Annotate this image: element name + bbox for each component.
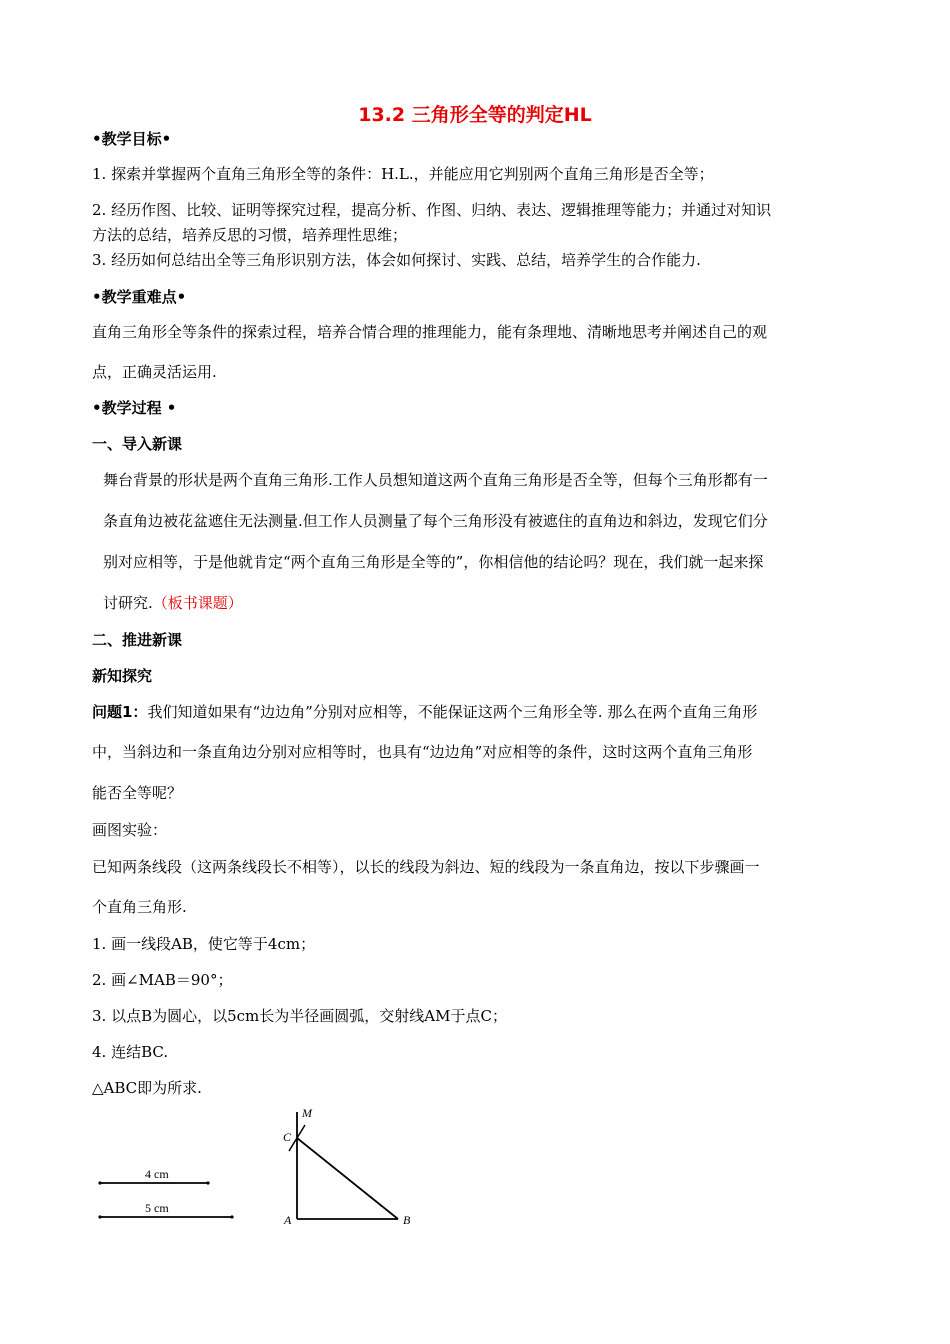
question-1-label: 问题1： <box>92 703 148 721</box>
experiment-label: 画图实验： <box>92 821 168 839</box>
key-line-1: 直角三角形全等条件的探索过程，培养合情合理的推理能力，能有条理地、清晰地思考并阐述自己的观 <box>92 323 768 341</box>
part1-line-3: 别对应相等，于是他就肯定“两个直角三角形是全等的”，你相信他的结论吗？现在，我们就一起来探 <box>103 553 764 571</box>
key-heading: •教学重难点• <box>92 288 187 306</box>
question-1-text: 我们知道如果有“边边角”分别对应相等，不能保证这两个三角形全等. 那么在两个直角三角形 <box>147 703 758 721</box>
key-line-2: 点，正确灵活运用. <box>92 363 217 381</box>
goal-2: 2. 经历作图、比较、证明等探究过程，提高分析、作图、归纳、表达、逻辑推理等能力；并通过对知识 <box>92 201 772 219</box>
step-4: 4. 连结BC. <box>92 1043 169 1061</box>
process-heading: •教学过程 • <box>92 399 177 417</box>
part1-last: 讨研究. <box>103 594 153 612</box>
blackboard-note: （板书课题） <box>152 594 243 612</box>
point-c-label: C <box>283 1130 292 1144</box>
part2-heading: 二、推进新课 <box>92 631 183 649</box>
step-1: 1. 画一线段AB，使它等于4cm； <box>92 935 316 953</box>
goal-3: 3. 经历如何总结出全等三角形识别方法，体会如何探讨、实践、总结，培养学生的合作能力. <box>92 251 701 269</box>
segment-5cm-label: 5 cm <box>145 1201 169 1215</box>
goal-2-cont: 方法的总结，培养反思的习惯，培养理性思维； <box>92 226 408 244</box>
part1-heading: 一、导入新课 <box>92 435 183 453</box>
point-b-label: B <box>403 1213 411 1227</box>
goals-heading: •教学目标• <box>92 130 172 148</box>
step-2: 2. 画∠MAB＝90°； <box>92 971 233 989</box>
step-3: 3. 以点B为圆心，以5cm长为半径画圆弧，交射线AM于点C； <box>92 1007 507 1025</box>
segment-4cm-label: 4 cm <box>145 1167 169 1181</box>
part1-line-2: 条直角边被花盆遮住无法测量.但工作人员测量了每个三角形没有被遮住的直角边和斜边，发现它们分 <box>103 512 768 530</box>
page-title: 13.2 三角形全等的判定HL <box>358 104 592 126</box>
explore-heading: 新知探究 <box>92 667 153 685</box>
experiment-line-2: 个直角三角形. <box>92 898 187 916</box>
conclusion: △ABC即为所求. <box>92 1079 202 1097</box>
side-bc <box>297 1138 398 1219</box>
point-m-label: M <box>302 1106 312 1120</box>
question-1-line-2: 中，当斜边和一条直角边分别对应相等时，也具有“边边角”对应相等的条件，这时这两个直角三角形 <box>92 743 753 761</box>
question-1-line-3: 能否全等呢？ <box>92 784 183 802</box>
experiment-line-1: 已知两条线段（这两条线段长不相等），以长的线段为斜边、短的线段为一条直角边，按以下步骤画一 <box>92 858 760 876</box>
part1-line-1: 舞台背景的形状是两个直角三角形.工作人员想知道这两个直角三角形是否全等，但每个三角形都有一 <box>103 471 768 489</box>
goal-1: 1. 探索并掌握两个直角三角形全等的条件：H.L.，并能应用它判别两个直角三角形是否全等； <box>92 165 714 183</box>
point-a-label: A <box>284 1213 292 1227</box>
